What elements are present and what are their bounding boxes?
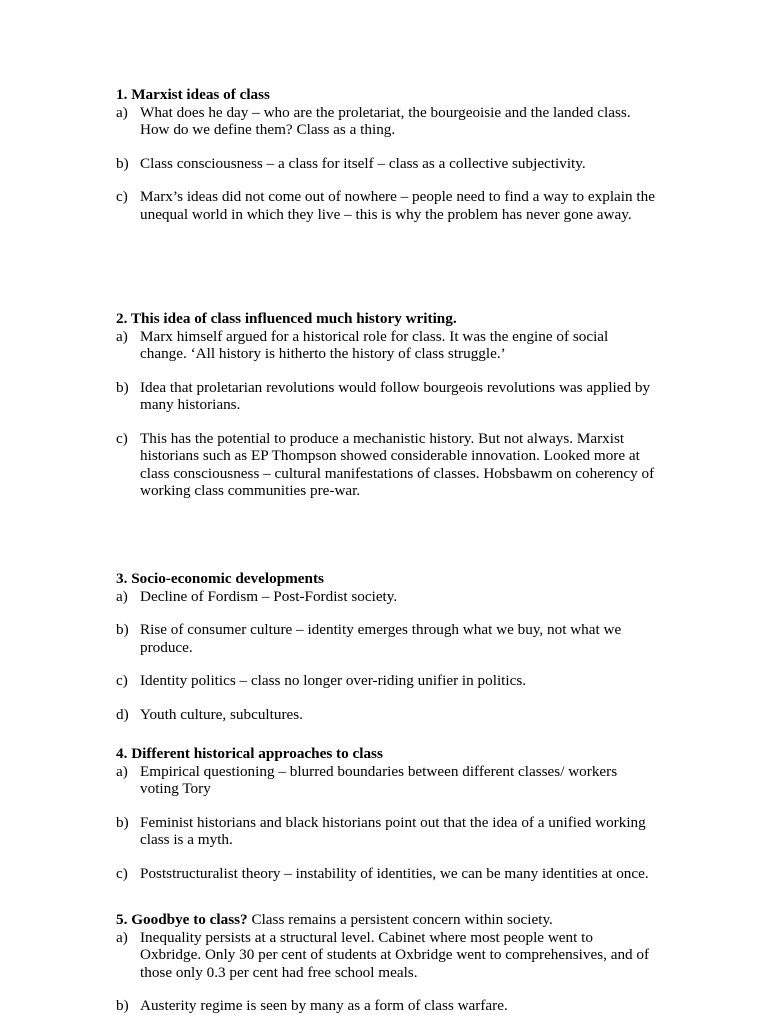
list-item: [116, 155, 656, 173]
section-heading: 3. Socio-economic developments: [116, 570, 324, 587]
list-item: [116, 328, 656, 363]
section-goodbye-to-class: [116, 911, 656, 1015]
section-socio-economic: [116, 570, 656, 723]
list-item: [116, 430, 656, 500]
list-item: [116, 865, 656, 883]
list-item: [116, 379, 656, 414]
item-marker: a): [116, 327, 128, 345]
list-item: [116, 929, 656, 982]
item-text: Decline of Fordism – Post-Fordist society.: [140, 587, 398, 605]
item-text: Class consciousness – a class for itself – class as a collective subjectivity.: [140, 154, 586, 172]
item-marker: b): [116, 997, 129, 1014]
list-item: [116, 763, 656, 798]
section-heading: 1. Marxist ideas of class: [116, 86, 270, 103]
list-item: [116, 104, 656, 139]
item-text: Inequality persists at a structural level. Cabinet where most people went to Oxbridge. Only 30 per cent of students at Oxbridge went to comprehensives, and of those only 0.3 per cent had free school meals.: [140, 928, 650, 981]
list-item: [116, 621, 656, 656]
section-heading: 4. Different historical approaches to class: [116, 745, 383, 762]
item-marker: b): [116, 154, 129, 172]
item-text: Feminist historians and black historians point out that the idea of a unified working class is a myth.: [140, 813, 646, 848]
item-text: Identity politics – class no longer over-riding unifier in politics.: [140, 672, 527, 689]
item-text: Youth culture, subcultures.: [140, 705, 303, 723]
item-marker: a): [116, 587, 128, 605]
item-marker: a): [116, 103, 128, 121]
section-marxist-ideas: [116, 86, 656, 223]
item-marker: b): [116, 621, 129, 638]
item-marker: c): [116, 672, 128, 689]
item-text: Marx’s ideas did not come out of nowhere – people need to find a way to explain the unequal world in which they live – this is why the problem has never gone away.: [140, 188, 655, 223]
section-heading: [116, 911, 656, 929]
list-item: [116, 588, 656, 606]
list-item: [116, 706, 656, 724]
item-text: Idea that proletarian revolutions would follow bourgeois revolutions was applied by many historians.: [140, 378, 651, 413]
item-text: What does he day – who are the proletariat, the bourgeoisie and the landed class. How do we define them? Class as a thing.: [140, 103, 631, 138]
item-text: Marx himself argued for a historical role for class. It was the engine of social change. ‘All history is hitherto the history of class struggle.’: [140, 327, 609, 362]
item-text: Poststructuralist theory – instability of identities, we can be many identities at once.: [140, 864, 649, 882]
item-marker: a): [116, 928, 128, 946]
item-marker: a): [116, 762, 128, 780]
list-item: [116, 188, 656, 223]
item-text: Empirical questioning – blurred boundaries between different classes/ workers voting Tory: [140, 762, 618, 797]
list-item: [116, 997, 656, 1015]
item-text: Rise of consumer culture – identity emerges through what we buy, not what we produce.: [140, 621, 622, 656]
section-history-writing: [116, 310, 656, 500]
item-text: Austerity regime is seen by many as a form of class warfare.: [140, 997, 508, 1014]
list-item: [116, 814, 656, 849]
item-marker: c): [116, 864, 128, 882]
item-marker: c): [116, 188, 128, 205]
list-item: [116, 672, 656, 690]
section-heading: 2. This idea of class influenced much history writing.: [116, 310, 457, 327]
heading-rest: Class remains a persistent concern within society.: [247, 911, 553, 928]
item-marker: b): [116, 813, 129, 831]
section-historical-approaches: [116, 745, 656, 882]
item-text: This has the potential to produce a mechanistic history. But not always. Marxist historians such as EP Thompson showed considerable innovation. Looked more at class consciousness – cultural manifestations of classes. Hobsbawm on coherency of working class communities pre-war.: [140, 429, 655, 499]
item-marker: b): [116, 378, 129, 396]
item-marker: d): [116, 705, 129, 723]
heading-bold: 5. Goodbye to class?: [116, 911, 248, 928]
item-marker: c): [116, 429, 128, 447]
